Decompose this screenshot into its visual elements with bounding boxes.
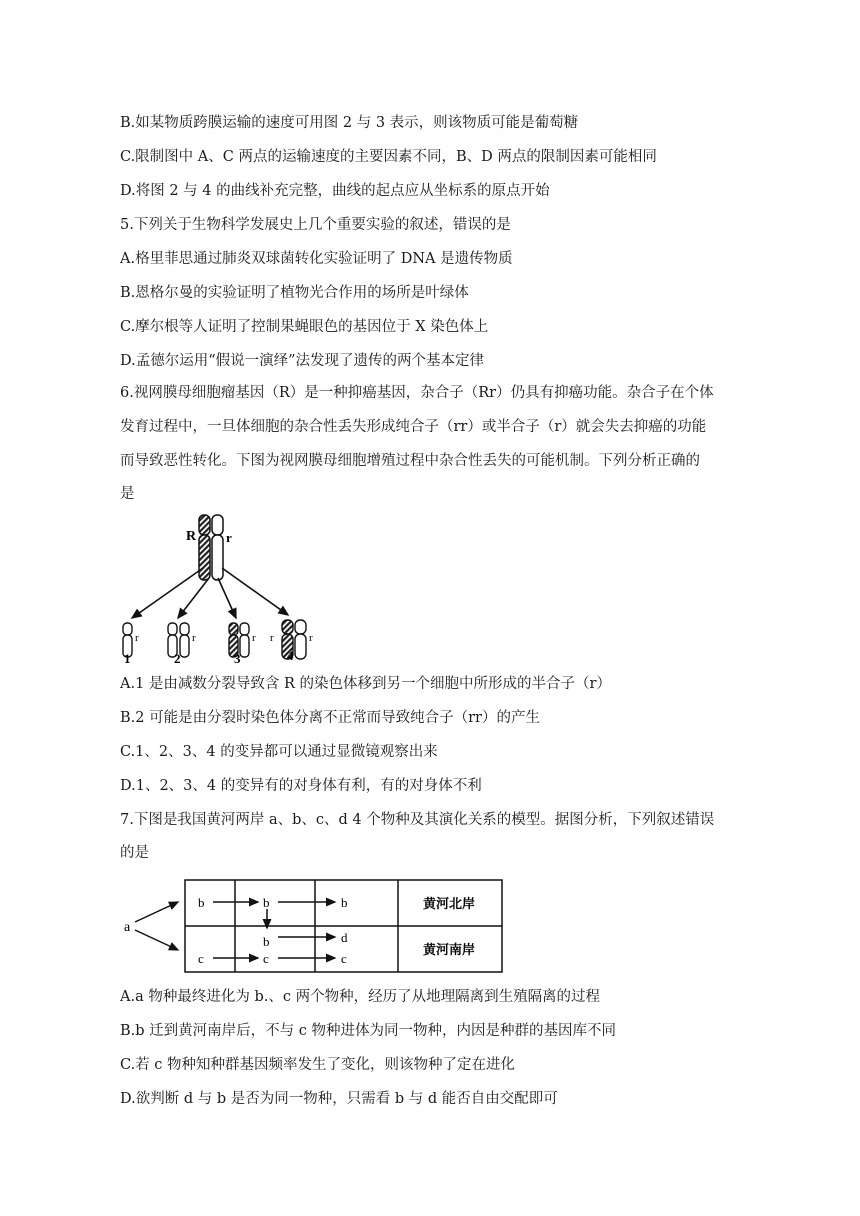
option-6b: B.2 可能是由分裂时染色体分离不正常而导致纯合子（rr）的产生 xyxy=(120,710,540,726)
option-7d: D.欲判断 d 与 b 是否为同一物种，只需看 b 与 d 能否自由交配即可 xyxy=(120,1091,558,1107)
child-4-label-right: r xyxy=(309,632,313,644)
question-6-line-4: 是 xyxy=(120,486,135,502)
option-4b: B.如某物质跨膜运输的速度可用图 2 与 3 表示，则该物质可能是葡萄糖 xyxy=(120,115,579,131)
question-6-line-3: 而导致恶性转化。下图为视网膜母细胞增殖过程中杂合性丢失的可能机制。下列分析正确的 xyxy=(120,453,700,469)
south-c-3: c xyxy=(341,951,347,966)
branch-d: d xyxy=(341,930,348,945)
branch-b: b xyxy=(263,934,270,949)
option-4d: D.将图 2 与 4 的曲线补充完整，曲线的起点应从坐标系的原点开始 xyxy=(120,183,550,199)
option-7a: A.a 物种最终进化为 b.、c 两个物种，经历了从地理隔离到生殖隔离的过程 xyxy=(120,989,601,1005)
north-bank-label: 黄河北岸 xyxy=(423,896,476,911)
south-c-1: c xyxy=(198,951,204,966)
parent-chromosome-r xyxy=(212,515,223,580)
label-R: R xyxy=(186,529,197,544)
option-6a: A.1 是由减数分裂导致含 R 的染色体移到另一个细胞中所形成的半合子（r） xyxy=(120,676,611,692)
option-4c: C.限制图中 A、C 两点的运输速度的主要因素不同，B、D 两点的限制因素可能相同 xyxy=(120,149,657,165)
option-5d: D.孟德尔运用“假说一演绎”法发现了遗传的两个基本定律 xyxy=(120,353,485,369)
label-r: r xyxy=(226,530,232,545)
south-bank-label: 黄河南岸 xyxy=(423,942,476,957)
north-b-3: b xyxy=(341,895,348,910)
number-3: 3 xyxy=(234,651,241,665)
chromosome-figure xyxy=(118,510,328,665)
child-2-label: r xyxy=(192,632,196,644)
option-7b: B.b 迁到黄河南岸后，不与 c 物种进体为同一物种，内因是种群的基因库不同 xyxy=(120,1023,616,1039)
question-6-line-2: 发育过程中，一旦体细胞的杂合性丢失形成纯合子（rr）或半合子（r）就会失去抑癌的功能 xyxy=(120,419,707,435)
option-6c: C.1、2、3、4 的变异都可以通过显微镜观察出来 xyxy=(120,744,438,760)
number-1: 1 xyxy=(124,651,131,665)
north-b-1: b xyxy=(198,895,205,910)
question-7-line-1: 7.下图是我国黄河两岸 a、b、c、d 4 个物种及其演化关系的模型。据图分析，下列叙述错误 xyxy=(120,812,715,828)
species-a: a xyxy=(124,920,131,935)
number-4: 4 xyxy=(287,648,294,663)
option-6d: D.1、2、3、4 的变异有的对身体有利，有的对身体不利 xyxy=(120,778,482,794)
child-4-label-left: r xyxy=(270,632,274,644)
option-5b: B.恩格尔曼的实验证明了植物光合作用的场所是叶绿体 xyxy=(120,285,469,301)
child-3-label: r xyxy=(252,632,256,644)
north-b-2: b xyxy=(263,895,270,910)
number-2: 2 xyxy=(174,651,181,665)
evolution-figure xyxy=(118,872,508,978)
child-1-label: r xyxy=(135,632,139,644)
option-7c: C.若 c 物种知种群基因频率发生了变化，则该物种了定在进化 xyxy=(120,1057,516,1073)
option-5a: A.格里菲思通过肺炎双球菌转化实验证明了 DNA 是遗传物质 xyxy=(120,251,513,267)
question-5: 5.下列关于生物科学发展史上几个重要实验的叙述，错误的是 xyxy=(120,217,511,233)
question-6-line-1: 6.视网膜母细胞瘤基因（R）是一种抑癌基因，杂合子（Rr）仍具有抑癌功能。杂合子在个体 xyxy=(120,385,714,401)
question-7-line-2: 的是 xyxy=(120,845,149,861)
option-5c: C.摩尔根等人证明了控制果蝇眼色的基因位于 X 染色体上 xyxy=(120,319,489,335)
child-4-chromosomes xyxy=(282,620,306,659)
south-c-2: c xyxy=(263,951,269,966)
